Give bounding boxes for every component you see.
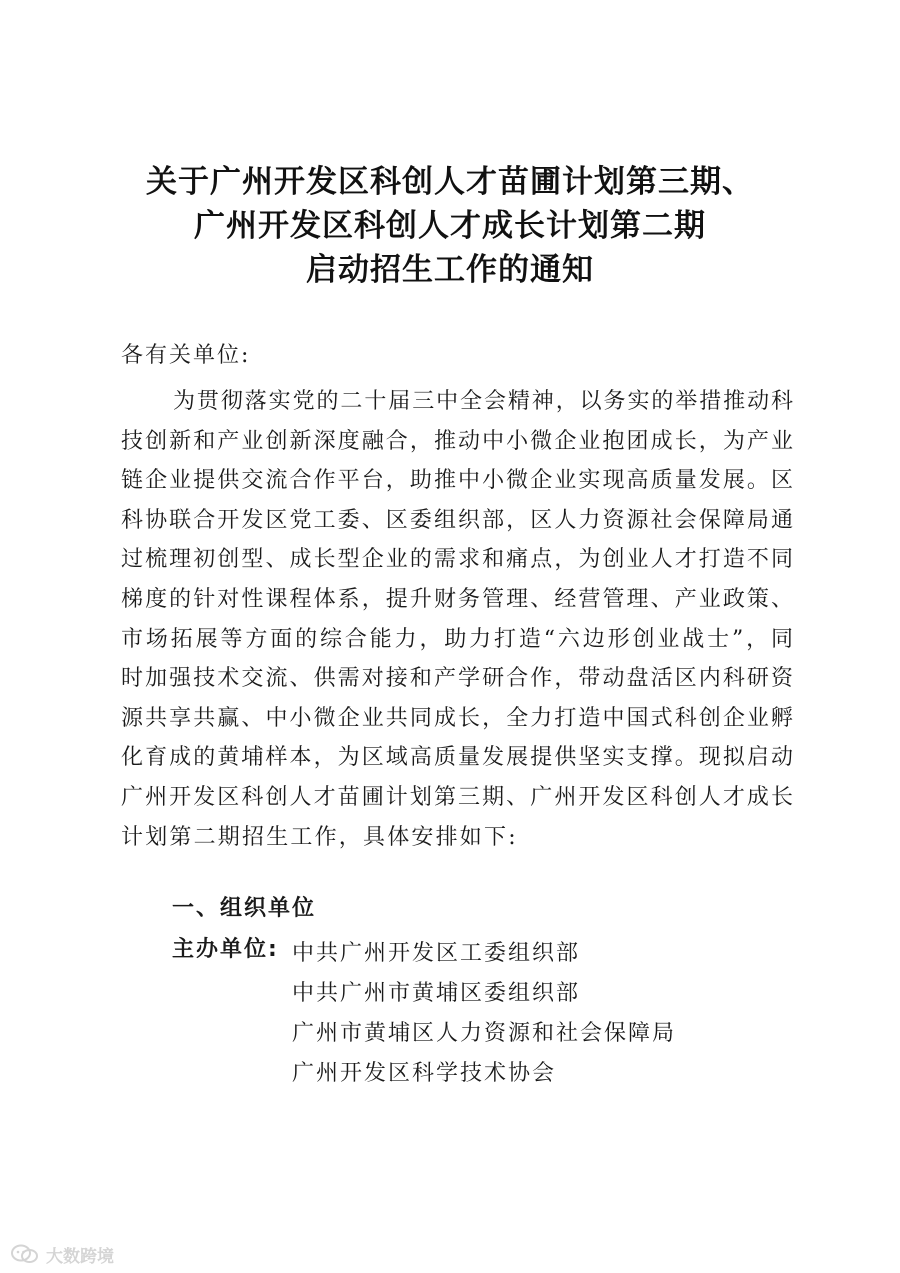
body-line: 技创新和产业创新深度融合，推动中小微企业抱团成长，为产业: [121, 428, 793, 454]
section-heading-organizers: 一、组织单位: [172, 896, 317, 921]
body-paragraph: [121, 382, 793, 857]
watermark-text: 大数跨境: [46, 1246, 114, 1267]
body-line: 梯度的针对性课程体系，提升财务管理、经营管理、产业政策、: [121, 586, 793, 612]
wechat-logo-icon: [10, 1244, 40, 1264]
watermark: [10, 1243, 114, 1265]
organizer-label: 主办单位:: [172, 937, 279, 962]
body-line: 市场拓展等方面的综合能力，助力打造“六边形创业战士”，同: [121, 626, 793, 652]
body-line: 化育成的黄埔样本，为区域高质量发展提供坚实支撑。现拟启动: [121, 745, 793, 771]
organizer-item: 广州市黄埔区人力资源和社会保障局: [292, 1021, 677, 1046]
body-line: 源共享共赢、中小微企业共同成长，全力打造中国式科创企业孵: [121, 705, 793, 731]
title-line-1: 关于广州开发区科创人才苗圃计划第三期、: [146, 164, 754, 200]
document-title: [0, 160, 900, 292]
body-line: 链企业提供交流合作平台，助推中小微企业实现高质量发展。区: [121, 468, 793, 494]
body-line: 为贯彻落实党的二十届三中全会精神，以务实的举措推动科: [173, 389, 793, 414]
organizer-list: [292, 934, 676, 1094]
organizer-item: 中共广州开发区工委组织部: [292, 941, 581, 966]
body-line: 科协联合开发区党工委、区委组织部，区人力资源社会保障局通: [121, 507, 793, 533]
title-line-2: 广州开发区科创人才成长计划第二期: [194, 208, 706, 244]
organizer-item: 中共广州市黄埔区委组织部: [292, 981, 581, 1006]
organizer-item: 广州开发区科学技术协会: [292, 1061, 557, 1086]
body-line: 过梳理初创型、成长型企业的需求和痛点，为创业人才打造不同: [121, 547, 793, 573]
title-line-3: 启动招生工作的通知: [306, 252, 594, 288]
body-line: 计划第二期招生工作，具体安排如下:: [121, 824, 518, 850]
salutation: 各有关单位:: [121, 343, 251, 368]
body-line: 时加强技术交流、供需对接和产学研合作，带动盘活区内科研资: [121, 666, 793, 692]
body-line: 广州开发区科创人才苗圃计划第三期、广州开发区科创人才成长: [121, 784, 793, 810]
